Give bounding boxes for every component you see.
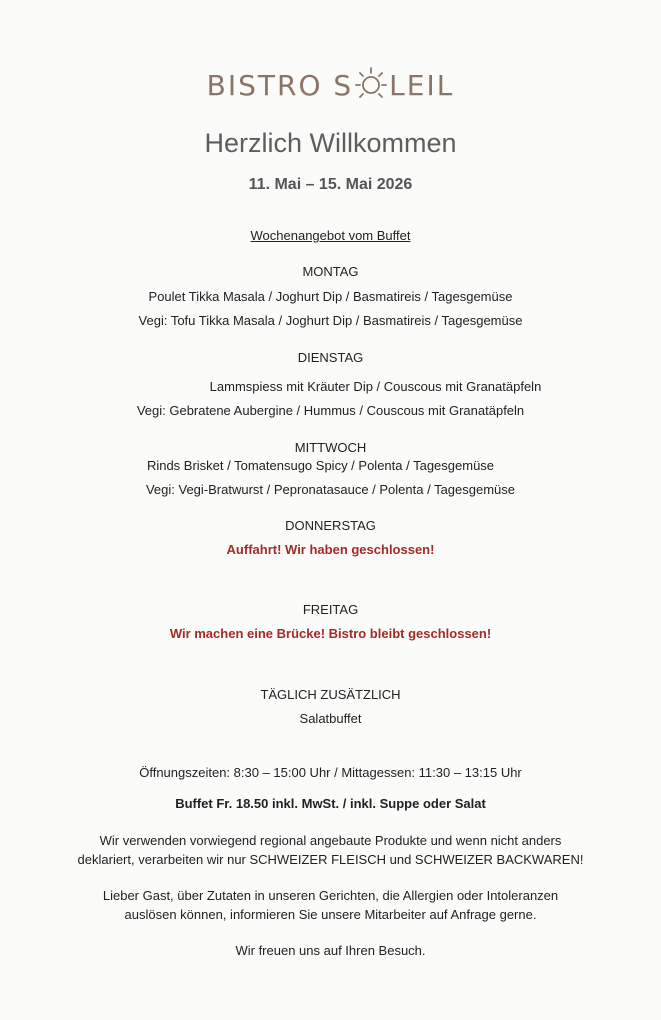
allergy-line-2: auslösen können, informieren Sie unsere Mitarbeiter auf Anfrage gerne. [124, 907, 537, 922]
opening-hours: Öffnungszeiten: 8:30 – 15:00 Uhr / Mittagessen: 11:30 – 13:15 Uhr [139, 765, 522, 780]
monday-heading: MONTAG [302, 264, 359, 279]
sun-icon [354, 66, 388, 100]
offer-title-text: Wochenangebot vom Buffet [250, 228, 411, 243]
thursday-heading: DONNERSTAG [285, 518, 376, 533]
monday-menu: Poulet Tikka Masala / Joghurt Dip / Basmatireis / Tagesgemüse [148, 289, 513, 304]
daily-heading: TÄGLICH ZUSÄTZLICH [260, 687, 401, 702]
buffet-price: Buffet Fr. 18.50 inkl. MwSt. / inkl. Suppe oder Salat [175, 796, 486, 811]
daily-item: Salatbuffet [299, 711, 362, 726]
tuesday-heading: DIENSTAG [297, 350, 364, 365]
closing-note: Wir freuen uns auf Ihren Besuch. [235, 943, 426, 958]
friday-notice: Wir machen eine Brücke! Bistro bleibt geschlossen! [169, 626, 492, 641]
tuesday-menu: Lammspiess mit Kräuter Dip / Couscous mit Granatäpfeln [209, 379, 542, 394]
date-range: 11. Mai – 15. Mai 2026 [248, 176, 413, 193]
offer-title [0, 228, 661, 243]
wednesday-vegi-menu: Vegi: Vegi-Bratwurst / Pepronatasauce / Polenta / Tagesgemüse [145, 482, 516, 497]
allergy-line-1: Lieber Gast, über Zutaten in unseren Gerichten, die Allergien oder Intoleranzen [102, 888, 559, 903]
wednesday-menu: Rinds Brisket / Tomatensugo Spicy / Polenta / Tagesgemüse [146, 458, 495, 473]
tuesday-vegi-menu: Vegi: Gebratene Aubergine / Hummus / Couscous mit Granatäpfeln [136, 403, 525, 418]
regional-line-2: deklariert, verarbeiten wir nur SCHWEIZER FLEISCH und SCHWEIZER BACKWAREN! [77, 852, 584, 867]
wednesday-heading: MITTWOCH [294, 440, 367, 455]
regional-line-1: Wir verwenden vorwiegend regional angebaute Produkte und wenn nicht anders [99, 833, 562, 848]
welcome-heading: Herzlich Willkommen [204, 128, 457, 158]
bistro-logo [0, 62, 661, 110]
logo-text-start: BISTRO S [206, 69, 354, 102]
logo-text-end: LEIL [389, 69, 455, 102]
friday-heading: FREITAG [302, 602, 359, 617]
monday-vegi-menu: Vegi: Tofu Tikka Masala / Joghurt Dip / Basmatireis / Tagesgemüse [138, 313, 523, 328]
thursday-notice: Auffahrt! Wir haben geschlossen! [226, 542, 435, 557]
